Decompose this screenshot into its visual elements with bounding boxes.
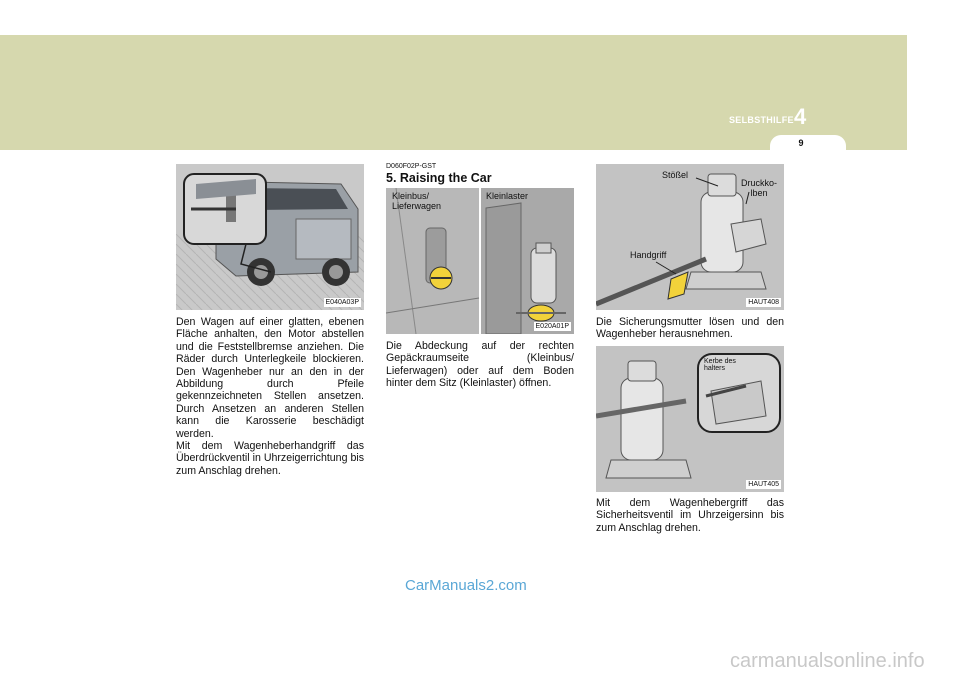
valve-figure	[596, 346, 784, 492]
jack-parts-figure	[596, 164, 784, 310]
header-band	[0, 35, 907, 150]
paragraph: Den Wagen auf einer glatten, ebenen Fläche anhalten, den Motor abstellen und die Feststellbremse anziehen. Die Räder durch Unterlegkeile blockieren. Den Wagenheber nur an den in der Abbildung durch Pfeile gekennzeichneten Stellen ansetzen. Durch Ansetzen an anderen Stellen kann die Karosserie beschädigt werden.	[176, 316, 364, 440]
label-druckkolben: Druckko- lben	[741, 178, 778, 198]
right-body-text-2: Mit dem Wagenhebergriff das Sicherheitsventil im Uhrzeigersinn bis zum Anschlag drehen.	[596, 497, 784, 534]
figure-code: E040A03P	[325, 299, 359, 306]
label-handgriff: Handgriff	[630, 250, 667, 260]
label-kleinbus: Kleinbus/ Lieferwagen	[392, 191, 442, 211]
section-heading: 5. Raising the Car	[386, 171, 492, 185]
van-jacking-figure	[176, 164, 364, 310]
cover-figure	[386, 188, 574, 334]
label-kleinlaster: Kleinlaster	[486, 191, 529, 201]
paragraph: Mit dem Wagenheberhandgriff das Überdrückventil in Uhrzeigerrichtung bis zum Anschlag drehen.	[176, 440, 364, 477]
right-body-text-1: Die Sicherungsmutter lösen und den Wagenheber herausnehmen.	[596, 316, 784, 341]
watermark-carmanuals: CarManuals2.com	[405, 577, 527, 594]
label-kerbe: Kerbe des halters	[704, 358, 736, 372]
page-number: 9	[798, 138, 804, 148]
figure-code: HAUT405	[748, 481, 779, 488]
valve-illustration	[596, 346, 784, 492]
figure-code: HAUT408	[748, 299, 779, 306]
section-title: SELBSTHILFE	[729, 115, 794, 125]
left-body-text	[176, 316, 364, 477]
doc-code: D060F02P-GST	[386, 163, 437, 170]
middle-body-text: Die Abdeckung auf der rechten Gepäckraumseite (Kleinbus/ Lieferwagen) oder auf dem Boden hinter dem Sitz (Kleinlaster) öffnen.	[386, 340, 574, 390]
figure-code: E020A01P	[535, 323, 569, 330]
label-stossel: Stößel	[662, 170, 689, 180]
chapter-number: 4	[794, 104, 807, 129]
van-illustration	[176, 164, 364, 310]
watermark-online: carmanualsonline.info	[730, 650, 925, 672]
